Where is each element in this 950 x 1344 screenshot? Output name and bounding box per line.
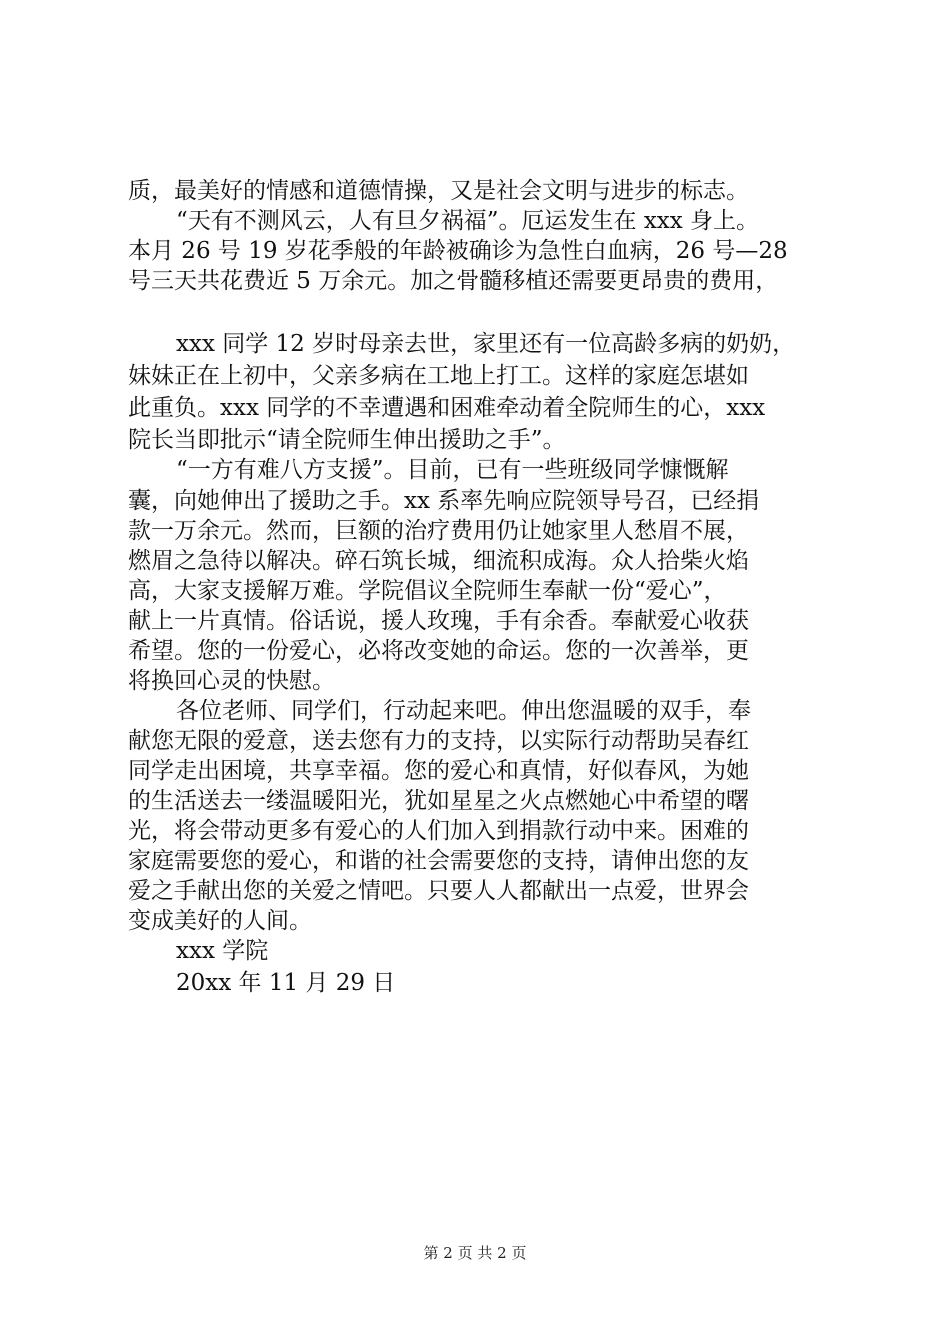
text-line-23: 爱之手献出您的关爱之情吧。只要人人都献出一点爱，世界会 [128,878,749,904]
text-line-4: 号三天共花费近 5 万余元。加之骨髓移植还需要更昂贵的费用， [128,268,779,294]
signature-institution: xxx 学院 [176,938,269,964]
text-line-17: 各位老师、同学们，行动起来吧。伸出您温暖的双手，奉 [176,698,751,724]
text-line-10: 囊，向她伸出了援助之手。xx 系率先响应院领导号召，已经捐 [128,488,760,514]
text-line-24: 变成美好的人间。 [128,908,312,934]
text-line-11: 款一万余元。然而，巨额的治疗费用仍让她家里人愁眉不展， [128,518,749,544]
text-line-3: 本月 26 号 19 岁花季般的年龄被确诊为急性白血病，26 号—28 [128,238,788,264]
text-line-7: 此重负。xxx 同学的不幸遭遇和困难牵动着全院师生的心，xxx [128,395,766,421]
text-line-16: 将换回心灵的快慰。 [128,668,335,694]
text-line-2: “天有不测风云，人有旦夕祸福”。厄运发生在 xxx 身上。 [176,208,760,234]
text-line-12: 燃眉之急待以解决。碎石筑长城，细流积成海。众人拾柴火焰 [128,548,749,574]
text-line-21: 光，将会带动更多有爱心的人们加入到捐款行动中来。困难的 [128,818,749,844]
text-line-20: 的生活送去一缕温暖阳光，犹如星星之火点燃她心中希望的曙 [128,788,749,814]
text-line-6: 妹妹正在上初中，父亲多病在工地上打工。这样的家庭怎堪如 [128,363,749,389]
text-line-1: 质，最美好的情感和道德情操，又是社会文明与进步的标志。 [128,178,749,204]
signature-date: 20xx 年 11 月 29 日 [176,970,396,996]
text-line-9: “一方有难八方支援”。目前，已有一些班级同学慷慨解 [176,457,729,483]
page-number-footer: 第 2 页 共 2 页 [423,1244,527,1262]
text-line-19: 同学走出困境，共享幸福。您的爱心和真情，好似春风，为她 [128,758,749,784]
text-line-8: 院长当即批示“请全院师生伸出援助之手”。 [128,427,566,453]
text-line-15: 希望。您的一份爱心，必将改变她的命运。您的一次善举，更 [128,638,749,664]
text-line-14: 献上一片真情。俗话说，援人玫瑰，手有余香。奉献爱心收获 [128,608,749,634]
text-line-22: 家庭需要您的爱心，和谐的社会需要您的支持，请伸出您的友 [128,848,749,874]
text-line-13: 高，大家支援解万难。学院倡议全院师生奉献一份“爱心”， [128,578,727,604]
text-line-18: 献您无限的爱意，送去您有力的支持，以实际行动帮助吴春红 [128,728,749,754]
text-line-5: xxx 同学 12 岁时母亲去世，家里还有一位高龄多病的奶奶， [176,331,796,357]
